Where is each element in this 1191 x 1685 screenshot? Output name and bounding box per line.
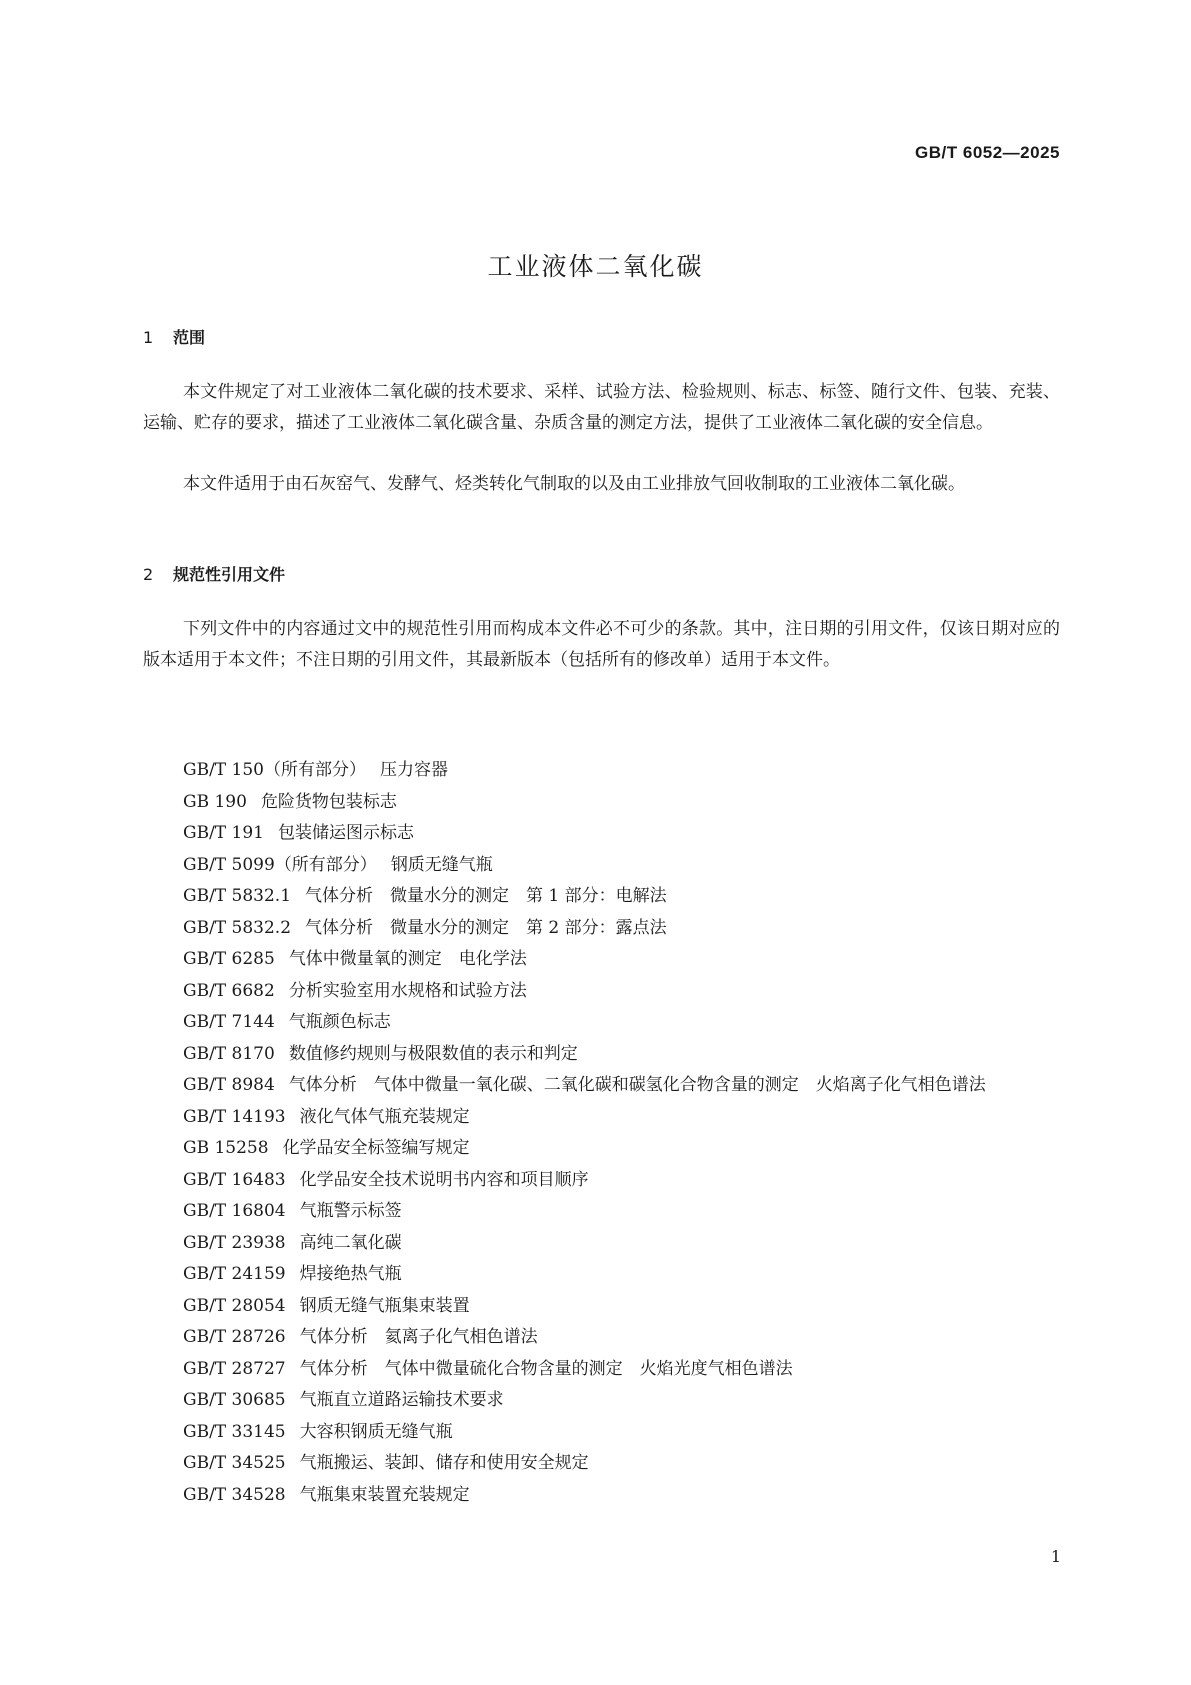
reference-item xyxy=(143,1196,1060,1228)
document-title: 工业液体二氧化碳 xyxy=(487,252,704,281)
reference-title: 高纯二氧化碳 xyxy=(299,1232,402,1253)
reference-code: GB/T 150（所有部分） xyxy=(183,760,366,780)
reference-title: 气体分析 氦离子化气相色谱法 xyxy=(299,1327,538,1347)
reference-title: 危险货物包装标志 xyxy=(260,791,397,812)
reference-code: GB/T 30685 xyxy=(183,1390,286,1410)
reference-title: 化学品安全标签编写规定 xyxy=(282,1138,470,1158)
reference-item xyxy=(143,1165,1060,1197)
reference-code: GB/T 191 xyxy=(183,823,264,843)
reference-item xyxy=(143,881,1060,913)
reference-item xyxy=(143,1448,1060,1480)
standard-number: GB/T 6052—2025 xyxy=(915,143,1060,162)
reference-title: 气瓶警示标签 xyxy=(299,1201,402,1221)
reference-title: 钢质无缝气瓶 xyxy=(390,854,493,875)
reference-code: GB/T 34528 xyxy=(183,1484,286,1505)
reference-code: GB/T 5832.1 xyxy=(183,886,292,906)
reference-title: 气体分析 微量水分的测定 第 2 部分：露点法 xyxy=(305,917,667,938)
reference-code: GB/T 16804 xyxy=(183,1201,286,1221)
section-1-heading xyxy=(143,325,205,348)
reference-item xyxy=(143,1133,1060,1165)
reference-item xyxy=(143,1007,1060,1039)
reference-item xyxy=(143,1417,1060,1449)
reference-title: 气体分析 微量水分的测定 第 1 部分：电解法 xyxy=(305,886,667,906)
reference-code: GB/T 6285 xyxy=(183,949,275,969)
reference-code: GB/T 34525 xyxy=(183,1453,286,1473)
reference-code: GB/T 28726 xyxy=(183,1327,286,1347)
section-2-title: 规范性引用文件 xyxy=(173,565,286,584)
reference-title: 气瓶搬运、装卸、储存和使用安全规定 xyxy=(299,1453,589,1473)
reference-title: 气瓶颜色标志 xyxy=(288,1012,391,1032)
reference-item xyxy=(143,1102,1060,1134)
reference-code: GB/T 28727 xyxy=(183,1358,286,1379)
reference-list xyxy=(143,755,1060,1511)
scope-paragraph-1: 本文件规定了对工业液体二氧化碳的技术要求、采样、试验方法、检验规则、标志、标签、随行文件、包装、充装、运输、贮存的要求，描述了工业液体二氧化碳含量、杂质含量的测定方法，提供了工业液体二氧化碳的安全信息。 xyxy=(143,382,1060,433)
reference-code: GB/T 16483 xyxy=(183,1169,286,1190)
reference-item xyxy=(143,1039,1060,1071)
reference-code: GB/T 5099（所有部分） xyxy=(183,854,377,875)
section-2-number: 2 xyxy=(143,565,154,584)
reference-title: 包装储运图示标志 xyxy=(278,823,414,843)
reference-title: 大容积钢质无缝气瓶 xyxy=(299,1421,453,1442)
reference-item xyxy=(143,1291,1060,1323)
reference-code: GB/T 23938 xyxy=(183,1232,286,1253)
reference-item xyxy=(143,850,1060,882)
reference-title: 焊接绝热气瓶 xyxy=(299,1264,402,1284)
reference-title: 气体分析 气体中微量硫化合物含量的测定 火焰光度气相色谱法 xyxy=(299,1358,793,1379)
reference-item xyxy=(143,976,1060,1008)
reference-item xyxy=(143,1354,1060,1386)
reference-title: 液化气体气瓶充装规定 xyxy=(299,1106,470,1127)
reference-code: GB/T 14193 xyxy=(183,1106,286,1127)
scope-paragraph-2: 本文件适用于由石灰窑气、发酵气、烃类转化气制取的以及由工业排放气回收制取的工业液体二氧化碳。 xyxy=(183,474,965,494)
reference-title: 气体分析 气体中微量一氧化碳、二氧化碳和碳氢化合物含量的测定 火焰离子化气相色谱法 xyxy=(288,1075,986,1095)
reference-item xyxy=(143,1259,1060,1291)
reference-code: GB/T 5832.2 xyxy=(183,917,292,938)
section-2-heading xyxy=(143,562,285,585)
reference-code: GB/T 8170 xyxy=(183,1043,275,1064)
reference-item xyxy=(143,1228,1060,1260)
section-1-number: 1 xyxy=(143,328,154,347)
reference-title: 数值修约规则与极限数值的表示和判定 xyxy=(288,1043,578,1064)
reference-title: 钢质无缝气瓶集束装置 xyxy=(299,1295,470,1316)
reference-item xyxy=(143,1070,1060,1102)
reference-title: 压力容器 xyxy=(380,760,448,780)
reference-item xyxy=(143,787,1060,819)
reference-item xyxy=(143,1322,1060,1354)
reference-code: GB/T 24159 xyxy=(183,1264,286,1284)
reference-code: GB 15258 xyxy=(183,1138,269,1158)
reference-title: 化学品安全技术说明书内容和项目顺序 xyxy=(299,1169,589,1190)
reference-title: 气体中微量氧的测定 电化学法 xyxy=(288,949,527,969)
reference-item xyxy=(143,1480,1060,1512)
reference-item xyxy=(143,1385,1060,1417)
references-intro: 下列文件中的内容通过文中的规范性引用而构成本文件必不可少的条款。其中，注日期的引用文件，仅该日期对应的版本适用于本文件；不注日期的引用文件，其最新版本（包括所有的修改单）适用于本文件。 xyxy=(143,619,1060,670)
reference-code: GB/T 7144 xyxy=(183,1012,275,1032)
reference-code: GB/T 6682 xyxy=(183,980,275,1001)
reference-code: GB/T 8984 xyxy=(183,1075,275,1095)
page-number: 1 xyxy=(1050,1547,1061,1566)
reference-item xyxy=(143,913,1060,945)
reference-code: GB/T 28054 xyxy=(183,1295,286,1316)
reference-title: 气瓶直立道路运输技术要求 xyxy=(299,1390,504,1410)
reference-item xyxy=(143,818,1060,850)
reference-title: 分析实验室用水规格和试验方法 xyxy=(288,980,527,1001)
reference-code: GB/T 33145 xyxy=(183,1421,286,1442)
section-1-title: 范围 xyxy=(173,328,206,347)
reference-item xyxy=(143,944,1060,976)
reference-code: GB 190 xyxy=(183,791,247,812)
reference-item xyxy=(143,755,1060,787)
reference-title: 气瓶集束装置充装规定 xyxy=(299,1484,470,1505)
